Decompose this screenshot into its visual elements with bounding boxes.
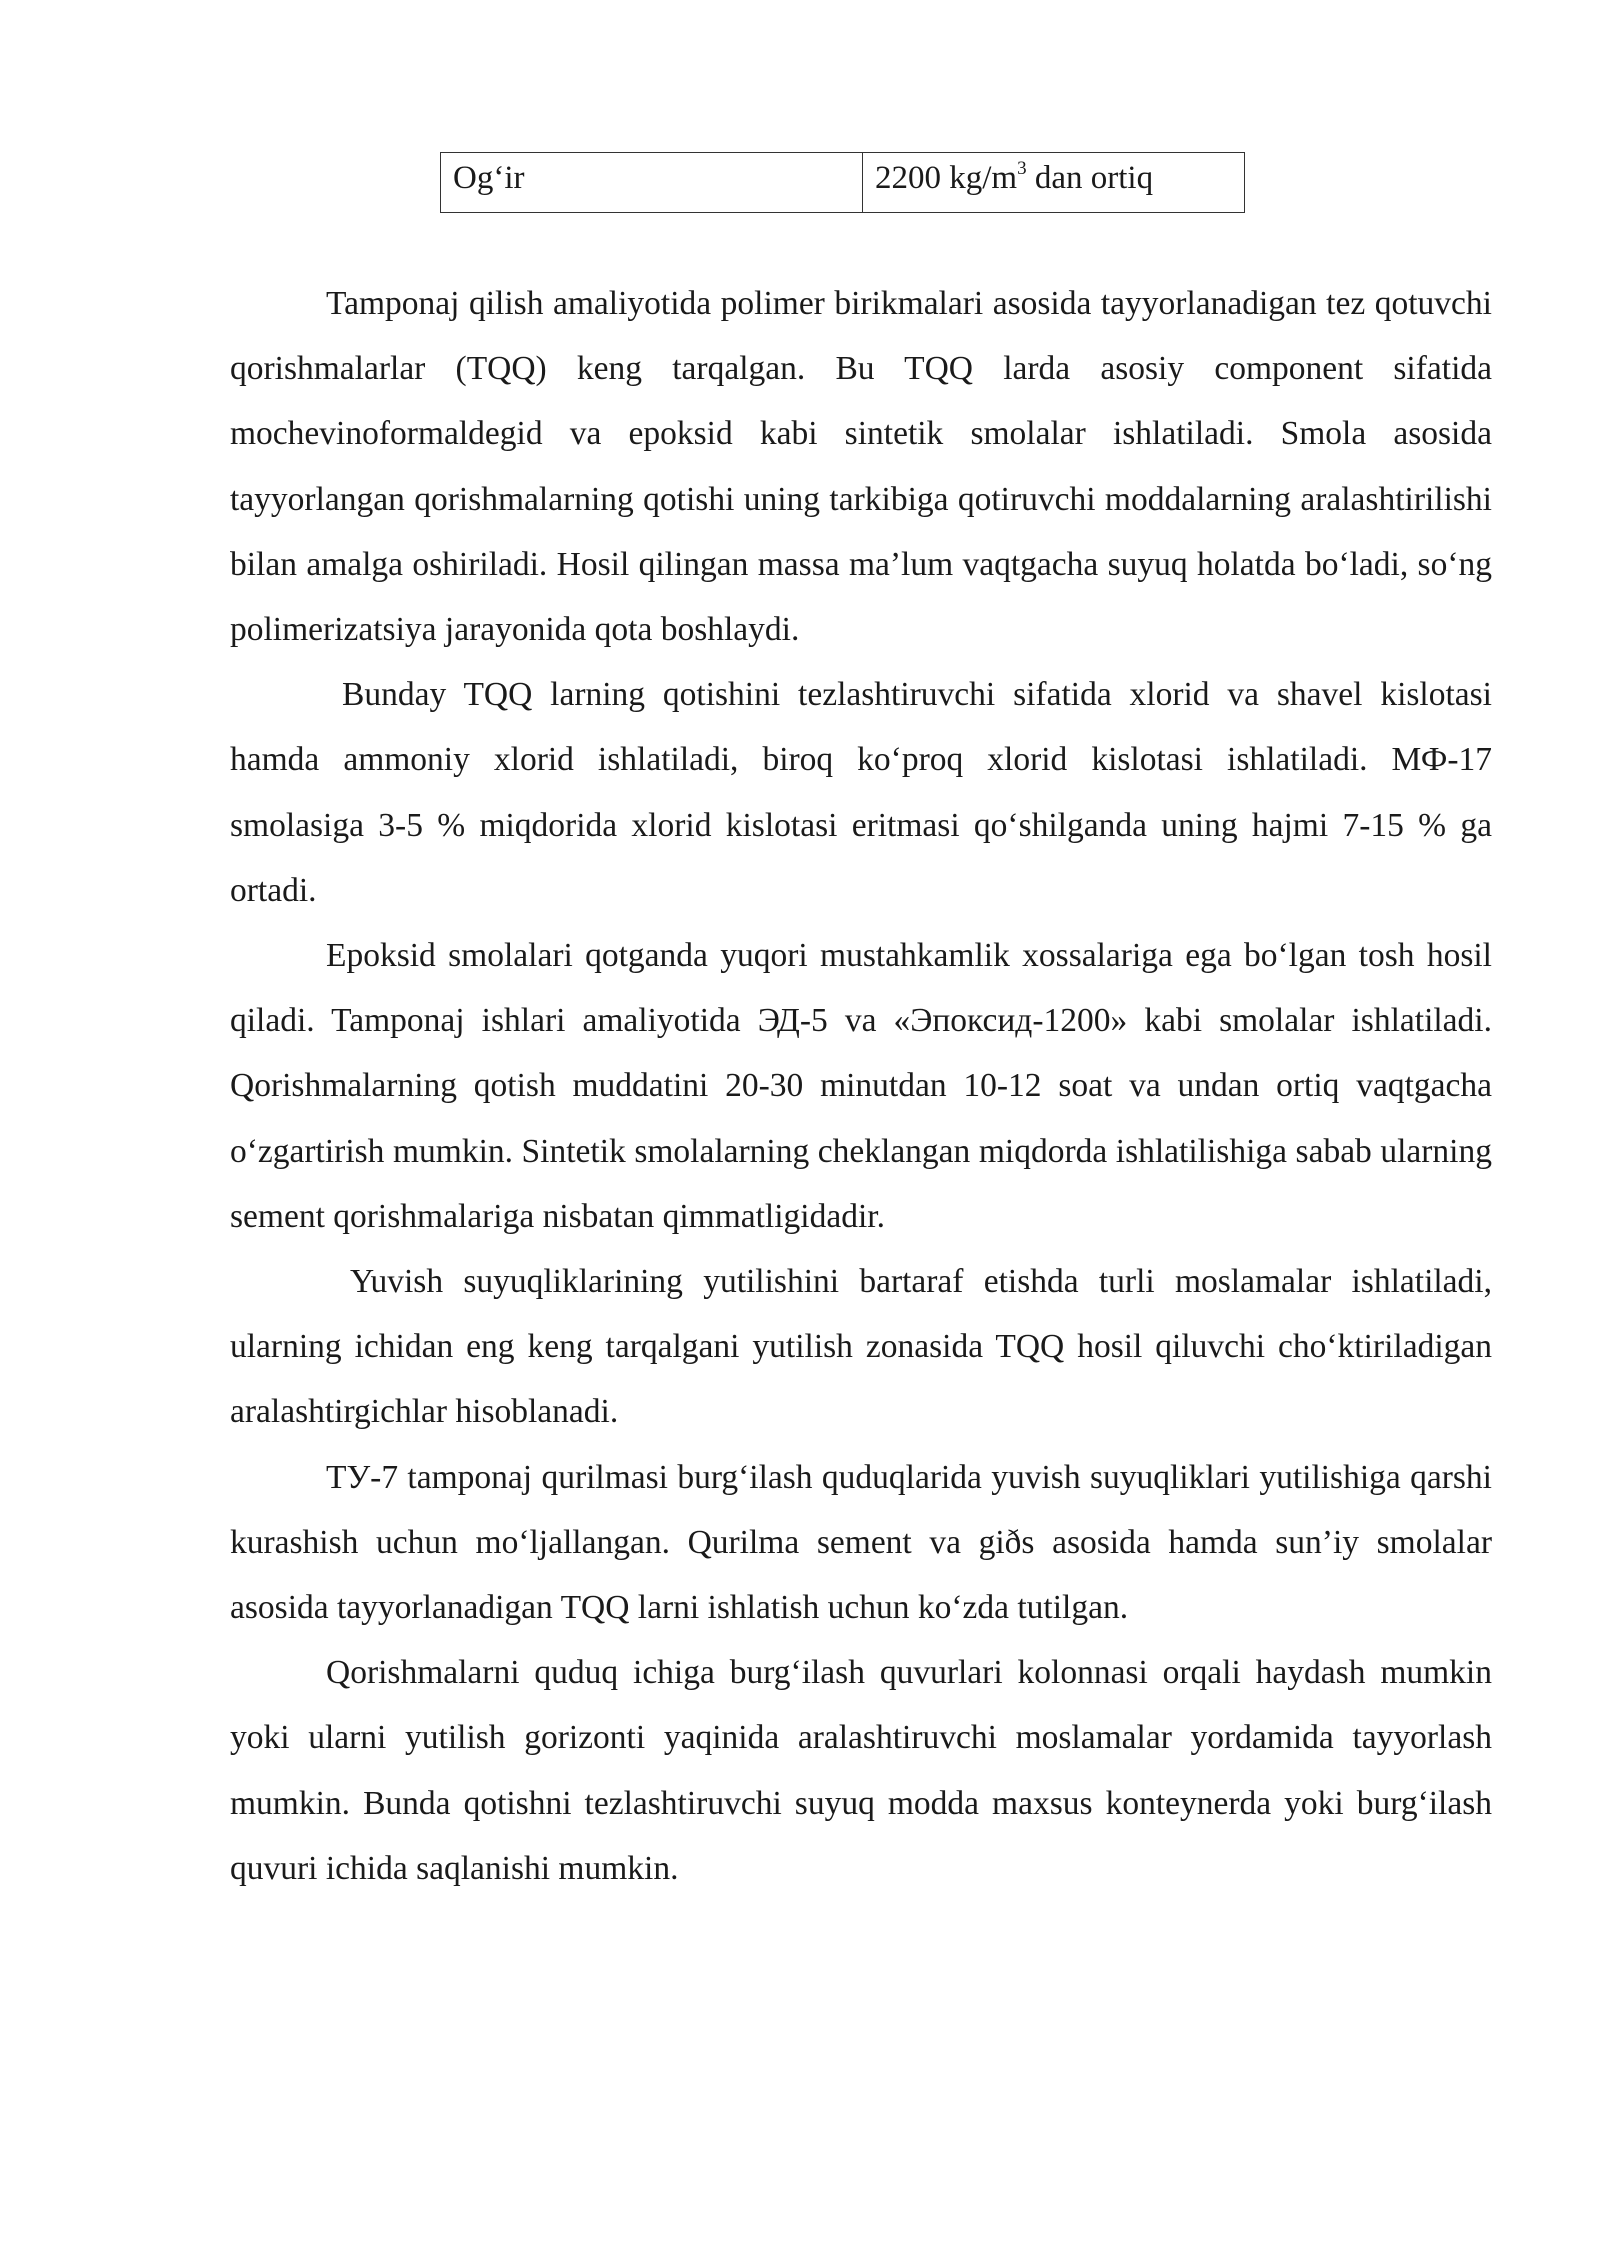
table-cell-category: Og‘ir: [441, 153, 863, 213]
table-row: [441, 153, 1245, 213]
paragraph: Tamponaj qilish amaliyotida polimer birikmalari asosida tayyorlanadigan tez qotuvchi qorishmalarlar (TQQ) keng tarqalgan. Bu TQQ larda asosiy component sifatida mochevinoformaldegid va epoksid kabi sintetik smolalar ishlatiladi. Smola asosida tayyorlangan qorishmalarning qotishi uning tarkibiga qotiruvchi moddalarning aralashtirilishi bilan amalga oshiriladi. Hosil qilingan massa ma’lum vaqtgacha suyuq holatda bo‘ladi, so‘ng polimerizatsiya jarayonida qota boshlaydi.: [230, 285, 1492, 649]
paragraph: ТУ-7 tamponaj qurilmasi burg‘ilash quduqlarida yuvish suyuqliklari yutilishiga qarshi kurashish uchun mo‘ljallangan. Qurilma sement va giðs asosida hamda sun’iy smolalar asosida tayyorlanadigan TQQ larni ishlatish uchun ko‘zda tutilgan.: [230, 1458, 1492, 1627]
paragraph: Epoksid smolalari qotganda yuqori mustahkamlik xossalariga ega bo‘lgan tosh hosil qiladi. Tamponaj ishlari amaliyotida ЭД-5 va «Эпоксид-1200» kabi smolalar ishlatiladi. Qorishmalarning qotish muddatini 20-30 minutdan 10-12 soat va undan ortiq vaqtgacha o‘zgartirish mumkin. Sintetik smolalarning cheklangan miqdorda ishlatilishiga sabab ularning sement qorishmalariga nisbatan qimmatligidadir.: [230, 937, 1492, 1235]
density-table: [440, 152, 1245, 213]
paragraph: Qorishmalarni quduq ichiga burg‘ilash quvurlari kolonnasi orqali haydash mumkin yoki ularni yutilish gorizonti yaqinida aralashtiruvchi moslamalar yordamida tayyorlash mumkin. Bunda qotishni tezlashtiruvchi suyuq modda maxsus konteynerda yoki burg‘ilash quvuri ichida saqlanishi mumkin.: [230, 1654, 1492, 1887]
paragraph: Bunday TQQ larning qotishini tezlashtiruvchi sifatida xlorid va shavel kislotasi hamda ammoniy xlorid ishlatiladi, biroq ko‘proq xlorid kislotasi ishlatiladi. МФ-17 smolasiga 3-5 % miqdorida xlorid kislotasi eritmasi qo‘shilganda uning hajmi 7-15 % ga ortadi.: [230, 676, 1492, 909]
value-superscript: 3: [1017, 158, 1027, 179]
body-text: [230, 271, 1492, 1901]
value-prefix: 2200 kg/m: [875, 160, 1018, 196]
paragraph: Yuvish suyuqliklarining yutilishini bartaraf etishda turli moslamalar ishlatiladi, ularning ichidan eng keng tarqalgani yutilish zonasida TQQ hosil qiluvchi cho‘ktiriladigan aralashtirgichlar hisoblanadi.: [230, 1263, 1492, 1431]
value-suffix: dan ortiq: [1026, 160, 1154, 196]
table-cell-value: [863, 153, 1245, 213]
